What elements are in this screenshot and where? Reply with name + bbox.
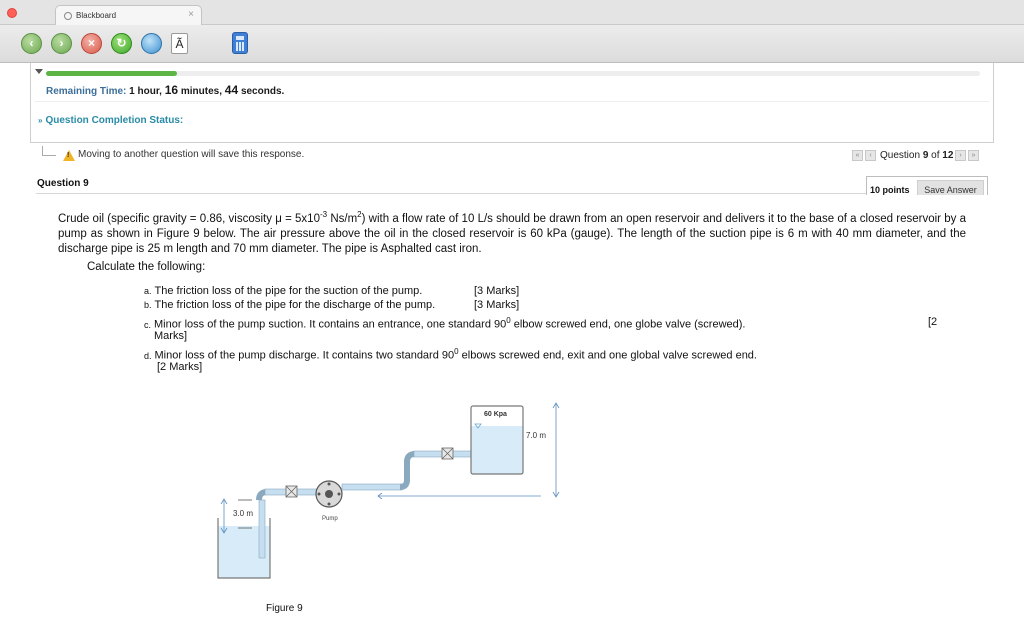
globe-home-icon[interactable]	[141, 33, 162, 54]
sub-question-letter: b.	[144, 300, 152, 310]
remaining-minutes-unit: minutes,	[180, 86, 223, 97]
reload-icon[interactable]: ↻	[111, 33, 132, 54]
tab-close-icon[interactable]: ×	[188, 9, 194, 20]
sub-question-letter: a.	[144, 286, 152, 296]
question-text-part: Crude oil (specific gravity = 0.86, viscosity μ = 5x10	[58, 212, 320, 225]
calculator-icon[interactable]	[232, 32, 248, 54]
back-arrow-icon[interactable]: ‹	[21, 33, 42, 54]
upper-reservoir-oil	[471, 426, 523, 474]
completion-status-label: Question Completion Status:	[45, 115, 184, 126]
time-progress-fill	[46, 71, 177, 76]
sub-question-c-marks-cont: Marks]	[154, 330, 187, 342]
question-text-part: ) with a flow rate of 10 L/s should be drawn from an open reservoir and delivers it to the base of a closed reservoir by a pump as shown in Figure 9 below. The air pressure above the oil in the closed reservoir is 60 kPa (gauge). The length of the suction pipe is 6 m with 40 mm diameter, and the discharge pipe is 25 m length and 70 mm diameter. The pipe is Asphalted cast iron.	[58, 212, 966, 255]
question-current: 9	[922, 150, 929, 161]
degree-sup: 0	[454, 347, 459, 356]
question-nav-row	[40, 145, 990, 165]
question-text-sup: -3	[319, 210, 328, 219]
browser-toolbar	[0, 25, 1024, 63]
question-pager	[852, 149, 982, 163]
corner-arrow-icon	[42, 146, 56, 156]
height-label-upper: 7.0 m	[526, 431, 547, 440]
remaining-minutes: 16	[164, 83, 179, 97]
sub-question-a	[144, 285, 520, 297]
figure-caption: Figure 9	[266, 603, 303, 614]
remaining-time-label: Remaining Time:	[46, 86, 127, 97]
remaining-time	[46, 83, 284, 97]
question-text	[58, 207, 966, 257]
tab-title: Blackboard	[76, 11, 117, 20]
sub-question-marks: [3 Marks]	[474, 285, 520, 297]
sub-question-letter: d.	[144, 350, 152, 361]
question-points: 10 points	[870, 185, 910, 195]
calculate-label: Calculate the following:	[87, 261, 206, 273]
warning-icon: !	[63, 150, 75, 161]
pressure-label: 60 Kpa	[484, 411, 507, 418]
sub-question-text: elbow screwed end, one globe valve (screwed).	[510, 318, 746, 331]
question-total: 12	[942, 150, 954, 161]
time-progress-bar	[46, 71, 980, 76]
pump-system-diagram	[186, 400, 566, 595]
question-text-sup: 2	[357, 210, 362, 219]
sub-question-text: elbows screwed end, exit and one global valve screwed end.	[458, 349, 757, 362]
suction-pipe-vertical	[259, 500, 265, 558]
question-body	[36, 195, 988, 640]
sub-question-text: Minor loss of the pump discharge. It contains two standard 90	[154, 349, 455, 362]
sub-question-text: Minor loss of the pump suction. It contains an entrance, one standard 90	[154, 318, 507, 331]
browser-tab[interactable]	[55, 5, 202, 26]
discharge-elbow-lower	[400, 460, 407, 487]
question-position	[880, 150, 953, 161]
first-question-icon[interactable]: «	[852, 150, 863, 161]
forward-arrow-icon[interactable]: ›	[51, 33, 72, 54]
height-label-lower: 3.0 m	[233, 509, 254, 518]
sub-question-marks: [3 Marks]	[474, 299, 520, 311]
panel-divider	[35, 101, 989, 102]
next-question-icon[interactable]: ›	[955, 150, 966, 161]
sub-question-text: The friction loss of the pipe for the discharge of the pump.	[154, 299, 436, 311]
discharge-pipe-lower	[342, 484, 402, 490]
favicon-icon	[64, 12, 72, 20]
window-close-button[interactable]	[7, 8, 17, 18]
degree-sup: 0	[506, 316, 511, 325]
font-size-icon[interactable]: Ã	[171, 33, 188, 54]
question-text-part: Ns/m	[327, 212, 358, 225]
sub-question-b	[144, 299, 520, 311]
question-position-of: of	[931, 150, 940, 161]
question-header	[36, 172, 988, 194]
pump-label: Pump	[322, 516, 338, 522]
last-question-icon[interactable]: »	[968, 150, 979, 161]
question-completion-status-toggle[interactable]	[38, 115, 183, 126]
remaining-hours-unit: hour,	[137, 86, 162, 97]
stop-icon[interactable]: ×	[81, 33, 102, 54]
question-title: Question 9	[37, 178, 89, 189]
sub-question-text: The friction loss of the pipe for the suction of the pump.	[154, 285, 423, 297]
timer-panel	[30, 63, 994, 143]
sub-question-marks: [2	[928, 316, 938, 328]
collapse-caret-icon[interactable]	[35, 69, 43, 74]
sub-question-c	[144, 316, 938, 331]
sub-question-letter: c.	[144, 319, 152, 330]
sub-question-d	[144, 347, 757, 362]
question-position-prefix: Question	[880, 150, 921, 161]
remaining-hours: 1	[129, 86, 135, 97]
remaining-seconds-unit: seconds.	[240, 86, 285, 97]
chevron-down-icon: »	[38, 116, 43, 125]
remaining-seconds: 44	[224, 83, 239, 97]
sub-question-d-marks: [2 Marks]	[157, 361, 203, 373]
save-notice: Moving to another question will save this response.	[78, 149, 305, 160]
window-titlebar	[0, 0, 1024, 25]
save-answer-button[interactable]: Save Answer	[917, 180, 984, 200]
previous-question-icon[interactable]: ‹	[865, 150, 876, 161]
